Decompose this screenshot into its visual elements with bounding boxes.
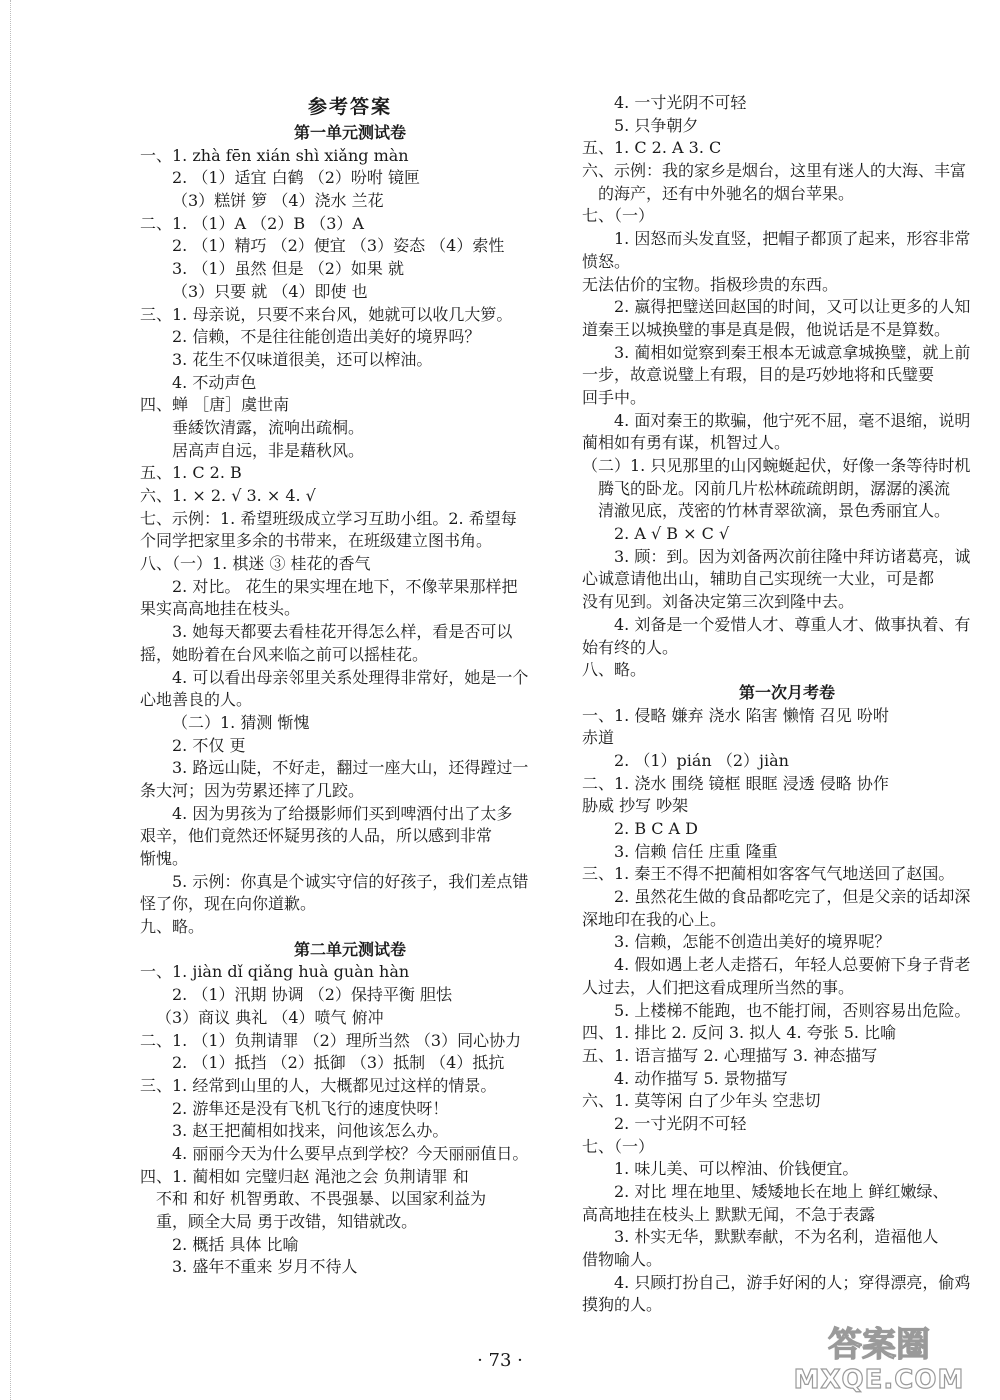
- answer-line: 三、1. 经常到山里的人，大概都见过这样的情景。: [140, 1075, 497, 1095]
- answer-line: 3. 她每天都要去看桂花开得怎么样，看是否可以: [172, 622, 513, 642]
- answer-line: 九、略。: [140, 917, 205, 937]
- answer-line: 七、（一）: [582, 1136, 655, 1156]
- answer-line: 四、1. 蔺相如 完璧归赵 渑池之会 负荆请罪 和: [140, 1166, 469, 1186]
- answer-line: 摸狗的人。: [582, 1295, 663, 1315]
- answer-line: 3. 盛年不重来 岁月不待人: [172, 1257, 358, 1277]
- binding-margin: [0, 0, 11, 1400]
- answer-line: （二）1. 猜测 惭愧: [172, 712, 310, 732]
- answer-line: 3. 朴实无华，默默奉献，不为名利，造福他人: [614, 1227, 939, 1247]
- answer-line: 五、1. C 2. B: [140, 463, 242, 483]
- answer-line: 4. 动作描写 5. 景物描写: [614, 1068, 788, 1088]
- answer-line: 2. 对比。 花生的果实埋在地下，不像苹果那样把: [172, 576, 518, 596]
- answer-line: 清澈见底，茂密的竹林青翠欲滴，景色秀丽宜人。: [598, 501, 951, 521]
- answer-line: 3. 蔺相如觉察到秦王根本无诚意拿城换璧，就上前: [614, 342, 971, 362]
- answer-line: 2. 嬴得把璧送回赵国的时间，又可以让更多的人知: [614, 297, 971, 317]
- answer-line: 3. 信赖，怎能不创造出美好的境界呢？: [614, 932, 891, 952]
- answer-line: 4. 刘备是一个爱惜人才、尊重人才、做事执着、有: [614, 614, 971, 634]
- answer-line: 个同学把家里多余的书带来，在班级建立图书角。: [140, 531, 493, 551]
- answer-line: 4. 只顾打扮自己，游手好闲的人；穿得漂亮，偷鸡: [614, 1272, 971, 1292]
- answer-line: 四、蝉 ［唐］虞世南: [140, 395, 290, 415]
- answer-line: 4. 一寸光阴不可轻: [614, 93, 747, 112]
- answer-line: 一、1. jiàn dǐ qiǎng huà guàn hàn: [140, 962, 410, 982]
- answer-line: 胁威 抄写 吵架: [582, 796, 689, 816]
- right-column: [582, 92, 992, 1317]
- answer-line: 道秦王以城换璧的事是真是假，他说话是不是算数。: [582, 319, 951, 339]
- answer-line: 5. 上楼梯不能跑，也不能打闹，否则容易出危险。: [614, 1000, 971, 1020]
- answer-line: 八、略。: [582, 660, 647, 680]
- watermark-bottom-text: MXQE.COM: [793, 1365, 965, 1394]
- answer-line: 2. 一寸光阴不可轻: [614, 1113, 747, 1133]
- answer-line: 赤道: [582, 728, 615, 748]
- answer-line: 愤怒。: [582, 251, 631, 271]
- watermark-top-text: 答案圈: [828, 1325, 930, 1365]
- answer-line: 六、1. 莫等闲 白了少年头 空悲切: [582, 1091, 821, 1111]
- answer-line: 5. 只争朝夕: [614, 115, 699, 135]
- answer-line: 六、示例：我的家乡是烟台，这里有迷人的大海、丰富: [582, 161, 967, 181]
- answer-line: 一步，故意说璧上有瑕，目的是巧妙地将和氏璧要: [582, 365, 935, 385]
- answer-line: 惭愧。: [140, 849, 189, 868]
- answer-line: 1. 味儿美、可以榨油、价钱便宜。: [614, 1159, 859, 1179]
- answer-line: 4. 丽丽今天为什么要早点到学校？今天丽丽值日。: [172, 1143, 529, 1163]
- answer-line: 的海产，还有中外驰名的烟台苹果。: [598, 183, 855, 203]
- answer-line: 一、1. 侵略 嫌弃 浇水 陷害 懒惰 召见 吩咐: [582, 705, 889, 725]
- answer-line: 腾飞的卧龙。冈前几片松林疏疏朗朗，潺潺的溪流: [598, 478, 951, 498]
- answer-line: 五、1. C 2. A 3. C: [582, 138, 722, 158]
- answer-line: 借物喻人。: [582, 1250, 663, 1270]
- answer-line: 二、1. 浇水 围绕 镜框 眼眶 浸透 侵略 协作: [582, 773, 889, 793]
- answer-line: 二、1. （1）负荆请罪 （2）理所当然 （3）同心协力: [140, 1030, 522, 1050]
- answer-line: 4. 可以看出母亲邻里关系处理得非常好，她是一个: [172, 667, 529, 687]
- answer-line: 五、1. 语言描写 2. 心理描写 3. 神态描写: [582, 1045, 878, 1065]
- answer-line: 2. 对比 埋在地里、矮矮地长在地上 鲜红嫩绿、: [614, 1182, 949, 1201]
- answer-line: （3）商议 典礼 （4）喷气 俯冲: [156, 1007, 384, 1027]
- answer-line: 1. 因怒而头发直竖，把帽子都顶了起来，形容非常: [614, 229, 971, 249]
- left-column: [140, 92, 560, 1279]
- answer-line: 三、1. 秦王不得不把蔺相如客客气气地送回了赵国。: [582, 864, 955, 884]
- answer-line: 3. 信赖 信任 庄重 隆重: [614, 841, 778, 861]
- answer-line: 2. 不仅 更: [172, 735, 246, 755]
- answer-line: （3）只要 就 （4）即使 也: [172, 281, 368, 301]
- answer-line: 深地印在我的心上。: [582, 909, 727, 929]
- answer-line: 4. 假如遇上老人走搭石，年轻人总要俯下身子背老: [614, 955, 971, 975]
- answer-line: 怪了你，现在向你道歉。: [140, 894, 317, 914]
- answer-line: 不和 和好 机智勇敢、不畏强暴、以国家利益为: [156, 1189, 487, 1209]
- answer-line: 2. （1）精巧 （2）便宜 （3）姿态 （4）索性: [172, 236, 505, 256]
- answer-line: 2. 虽然花生做的食品都吃完了，但是父亲的话却深: [614, 887, 971, 907]
- answer-line: 居高声自远，非是藉秋风。: [172, 440, 365, 460]
- answer-line: 4. 面对秦王的欺骗，他宁死不屈，毫不退缩，说明: [614, 410, 971, 430]
- answer-line: 3. 顾：到。因为刘备两次前往隆中拜访诸葛亮，诚: [614, 546, 971, 566]
- answer-line: 三、1. 母亲说，只要不来台风，她就可以收几大箩。: [140, 304, 513, 324]
- answer-line: 2. 概括 具体 比喻: [172, 1234, 299, 1254]
- answer-line: 六、1. × 2. √ 3. × 4. √: [140, 486, 316, 505]
- answer-line: 2. （1）汛期 协调 （2）保持平衡 胆怯: [172, 985, 452, 1005]
- answer-line: 四、1. 排比 2. 反问 3. 拟人 4. 夸张 5. 比喻: [582, 1023, 897, 1043]
- answer-line: 一、1. zhà fēn xián shì xiǎng màn: [140, 145, 409, 165]
- answer-line: 条大河；因为劳累还摔了几跤。: [140, 780, 365, 800]
- answer-line: 心诚意请他出山，辅助自己实现统一大业，可是都: [582, 569, 935, 589]
- section-title: 第一次月考卷: [738, 682, 835, 702]
- answer-line: 3. 赵王把蔺相如找来，问他该怎么办。: [172, 1121, 449, 1141]
- answer-line: 2. A √ B × C √: [614, 524, 730, 544]
- answer-line: （二）1. 只见那里的山冈蜿蜒起伏，好像一条等待时机: [582, 456, 971, 475]
- answer-line: 2. B C A D: [614, 819, 698, 838]
- answer-line: 3. 花生不仅味道很美，还可以榨油。: [172, 349, 433, 369]
- answer-line: 始有终的人。: [582, 637, 679, 657]
- answer-line: 人过去，人们把这看成理所当然的事。: [582, 977, 855, 997]
- section-title: 第二单元测试卷: [293, 939, 406, 959]
- answer-line: 没有见到。刘备决定第三次到隆中去。: [582, 592, 855, 612]
- answer-line: 2. （1）pián （2）jiàn: [614, 750, 789, 770]
- answer-line: 2. （1）适宜 白鹤 （2）吩咐 镜匣: [172, 168, 420, 188]
- answer-line: 七、（一）: [582, 206, 655, 226]
- answer-line: 心地善良的人。: [140, 690, 253, 710]
- answer-line: 4. 因为男孩为了给摄影师们买到啤酒付出了太多: [172, 803, 513, 823]
- answer-line: （3）糕饼 箩 （4）浇水 兰花: [172, 191, 384, 211]
- answer-line: 5. 示例：你真是个诚实守信的好孩子，我们差点错: [172, 871, 529, 891]
- watermark-logo: [774, 1318, 984, 1394]
- answer-line: 2. （1）抵挡 （2）抵御 （3）抵制 （4）抵抗: [172, 1053, 505, 1073]
- answer-line: 2. 信赖，不是往往能创造出美好的境界吗？: [172, 327, 481, 347]
- page-number: · 73 ·: [477, 1350, 523, 1371]
- answer-line: 无法估价的宝物。指极珍贵的东西。: [582, 274, 839, 294]
- answer-line: 4. 不动声色: [172, 372, 257, 392]
- answer-line: 高高地挂在枝头上 默默无闻，不急于表露: [582, 1204, 876, 1224]
- answer-line: 果实高高地挂在枝头。: [140, 599, 301, 619]
- answer-line: 蔺相如有勇有谋，机智过人。: [582, 433, 791, 453]
- answer-line: 重，顾全大局 勇于改错，知错就改。: [156, 1212, 418, 1231]
- answer-line: 二、1. （1）A （2）B （3）A: [140, 213, 364, 233]
- page-title: 参考答案: [307, 96, 392, 118]
- answer-line: 回手中。: [582, 387, 647, 407]
- answer-line: 七、示例：1. 希望班级成立学习互助小组。2. 希望每: [140, 508, 517, 528]
- answer-line: 2. 游隼还是没有飞机飞行的速度快呀！: [172, 1098, 449, 1118]
- answer-line: 3. 路远山陡，不好走，翻过一座大山，还得蹚过一: [172, 758, 529, 778]
- answer-line: 3. （1）虽然 但是 （2）如果 就: [172, 259, 404, 279]
- section-title: 第一单元测试卷: [293, 123, 406, 142]
- answer-line: 摇，她盼着在台风来临之前可以摇桂花。: [140, 644, 429, 664]
- answer-line: 艰辛，他们竟然还怀疑男孩的人品，所以感到非常: [140, 826, 493, 846]
- answer-line: 八、（一）1. 棋迷 ③ 桂花的香气: [140, 554, 371, 574]
- answer-line: 垂緌饮清露，流响出疏桐。: [172, 417, 365, 437]
